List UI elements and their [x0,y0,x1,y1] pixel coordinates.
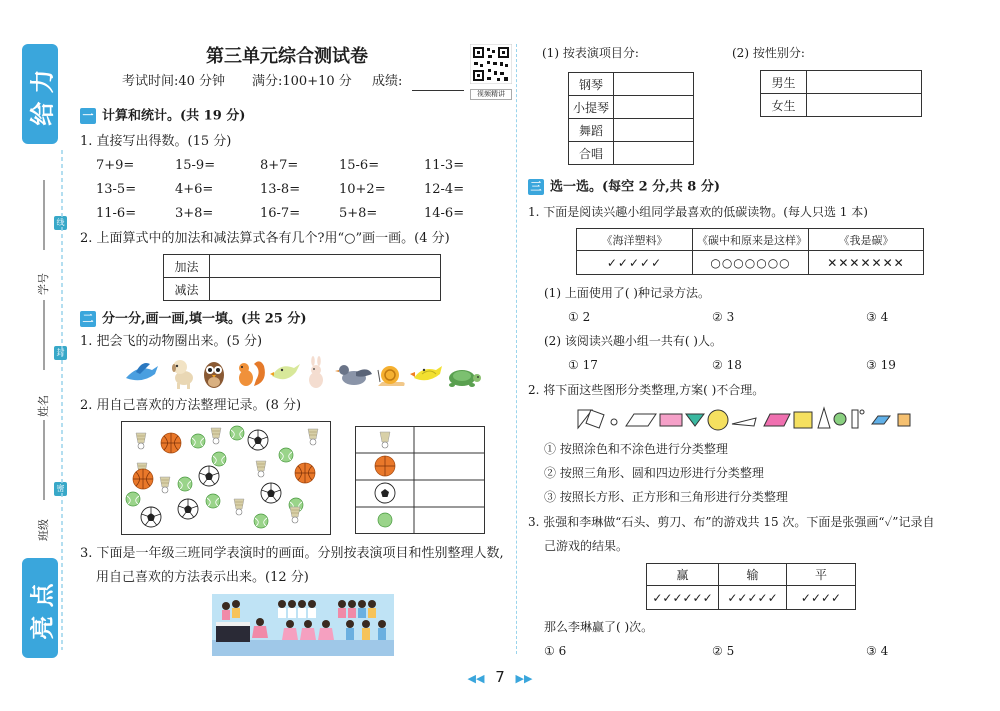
rps-tie-tally: ✓✓✓✓ [787,586,856,610]
qr-code[interactable] [470,44,512,98]
arith-r1c5: 11-3= [424,158,465,173]
item-dance: 舞蹈 [569,119,614,142]
thin-triangle-shape[interactable] [732,418,756,426]
margin-tab-top: 给 力 [22,44,58,144]
s3-q1-sub1-opt1[interactable]: ① 2 [568,310,591,324]
arith-r3c1: 11-6= [96,206,137,221]
gender-boys: 男生 [761,71,807,94]
item-count-table [568,72,694,165]
book-ocean-plastic: 《海洋塑料》 [577,229,693,251]
arith-r2c5: 12-4= [424,182,465,197]
item-violin: 小提琴 [569,96,614,119]
item-dance-answer[interactable] [614,119,694,142]
green-circle-shape[interactable] [834,413,846,425]
animals-row [122,356,482,390]
arith-r1c3: 8+7= [260,158,299,173]
gender-girls: 女生 [761,94,807,117]
teal-triangle-shape[interactable] [686,414,704,426]
s3-q1-sub1-opt2[interactable]: ② 3 [712,310,735,324]
sub-row-label: 减法 [164,278,210,301]
rps-result-table [646,563,856,610]
s3-q3-question: 那么李琳赢了( )次。 [544,620,654,634]
seal-feng: 封 [54,346,67,360]
basketball-row-icon [375,456,395,476]
turtle-icon[interactable] [449,370,481,387]
s3-q1-sub2-opt1[interactable]: ① 17 [568,358,598,372]
duck-icon[interactable] [410,366,442,380]
soccer-ball-icon[interactable] [261,483,281,503]
basketball-icon[interactable] [161,433,181,453]
arith-r1c2: 15-9= [175,158,216,173]
snail-icon[interactable] [378,366,405,386]
soccer-ball-icon[interactable] [178,499,198,519]
tennis-ball-icon[interactable] [279,448,293,462]
orange-square-shape[interactable] [898,414,910,426]
books-table [576,228,924,275]
ball-record-table [355,426,485,534]
page-number: 7 [495,668,505,686]
yellow-circle-shape[interactable] [708,410,728,430]
s1-q1-label: 1. 直接写出得数。(15 分) [80,134,232,149]
tiny-circle-shape[interactable] [860,410,864,414]
score-label: 成绩: [372,74,403,89]
chick-icon[interactable] [270,364,300,379]
arith-r3c4: 5+8= [339,206,378,221]
performance-picture [212,594,394,656]
book2-tally: ○○○○○○○ [693,251,809,275]
piano-icon [216,622,250,642]
s3-q1-sub1-opt3[interactable]: ③ 4 [866,310,889,324]
book-i-am-carbon: 《我是碳》 [809,229,924,251]
tennis-ball-icon[interactable] [206,494,220,508]
rps-win-header: 赢 [647,564,719,586]
s3-q3-line2: 己游戏的结果。 [544,539,629,553]
margin-dashed-line [58,150,66,650]
rabbit-icon[interactable] [309,356,323,388]
full-score: 满分:100+10 分 [252,74,352,89]
s3-q3-opt2[interactable]: ② 5 [712,644,735,658]
dog-icon[interactable] [172,360,193,389]
tall-triangle-shape[interactable] [818,408,830,428]
book1-tally: ✓✓✓✓✓ [577,251,693,275]
s2-q3-line2: 用自己喜欢的方法表示出来。(12 分) [96,570,309,585]
arith-r3c3: 16-7= [260,206,301,221]
section2-title: 二 分一分,画一画,填一填。(共 25 分) [80,311,307,328]
student-id-label: 学号 [37,273,50,295]
blue-parallelogram-shape[interactable] [872,416,890,424]
section3-title: 三 选一选。(每空 2 分,共 8 分) [528,179,720,196]
s1-q2-label: 2. 上面算式中的加法和减法算式各有几个?用“○”画一画。(4 分) [80,231,450,246]
s3-q3-opt1[interactable]: ① 6 [544,644,567,658]
basketball-icon[interactable] [295,463,315,483]
tennis-ball-icon[interactable] [191,434,205,448]
item-violin-answer[interactable] [614,96,694,119]
basketball-icon[interactable] [133,469,153,489]
add-row-answer[interactable] [210,255,441,278]
prev-arrows-icon: ◀◀ [467,672,485,685]
s3-q1-sub2-opt2[interactable]: ② 18 [712,358,742,372]
s3-q3-line1: 3. 张强和李琳做“石头、剪刀、布”的游戏共 15 次。下面是张强画“✓”记录自 [528,515,935,529]
s3-q2-label: 2. 将下面这些图形分类整理,方案( )不合理。 [528,383,765,397]
s3-q1-sub1: (1) 上面使用了( )种记录方法。 [544,286,710,300]
arith-r2c4: 10+2= [339,182,386,197]
tennis-ball-icon[interactable] [254,514,268,528]
parallelogram-shape[interactable] [626,414,656,426]
gender-boys-answer[interactable] [807,71,922,94]
section1-title: 一 计算和统计。(共 19 分) [80,108,245,125]
s3-q1-label: 1. 下面是阅读兴趣小组同学最喜欢的低碳读物。(每人只选 1 本) [528,205,868,219]
s3-q2-opt3[interactable]: ③ 按照长方形、正方形和三角形进行分类整理 [544,490,788,504]
sub-row-answer[interactable] [210,278,441,301]
page-footer [0,668,1000,686]
pink-rectangle-shape[interactable] [660,414,682,426]
arith-r2c3: 13-8= [260,182,301,197]
gender-girls-answer[interactable] [807,94,922,117]
column-divider [516,44,517,654]
bird-icon[interactable] [126,363,158,380]
exam-time: 考试时间:40 分钟 [122,74,226,89]
s3-q1-sub2: (2) 该阅读兴趣小组一共有( )人。 [544,334,722,348]
balls-picture [121,421,331,535]
rps-lose-header: 输 [719,564,787,586]
section3-badge: 三 [528,179,544,195]
arith-r2c2: 4+6= [175,182,214,197]
rps-lose-tally: ✓✓✓✓✓ [719,586,787,610]
seal-mi: 密 [54,482,67,496]
arith-r1c4: 15-6= [339,158,380,173]
tennis-ball-icon[interactable] [178,477,192,491]
arith-r3c5: 14-6= [424,206,465,221]
rps-win-tally: ✓✓✓✓✓✓ [647,586,719,610]
next-arrows-icon: ▶▶ [515,672,533,685]
score-blank[interactable] [412,90,464,91]
seal-xian: 线 [54,216,67,230]
add-row-label: 加法 [164,255,210,278]
s2-q1-label: 1. 把会飞的动物圈出来。(5 分) [80,334,263,349]
rps-tie-header: 平 [787,564,856,586]
shapes-row [576,406,920,432]
small-circle-shape[interactable] [611,419,617,425]
soccer-ball-icon[interactable] [141,507,161,527]
soccer-ball-icon[interactable] [199,466,219,486]
arith-r1c1: 7+9= [96,158,135,173]
magenta-parallelogram-shape[interactable] [764,414,790,426]
s3-q1-sub2-opt3[interactable]: ③ 19 [866,358,896,372]
book-carbon-neutral: 《碳中和原来是这样》 [693,229,809,251]
gender-count-table [760,70,922,117]
s3-q2-opt1[interactable]: ① 按照涂色和不涂色进行分类整理 [544,442,728,456]
s2-q3-line1: 3. 下面是一年级三班同学表演时的画面。分别按表演项目和性别整理人数, [80,546,504,561]
tennis-row-icon [378,513,392,527]
name-label: 姓名 [37,395,50,417]
item-piano: 钢琴 [569,73,614,96]
book3-tally: ✕✕✕✕✕✕✕ [809,251,924,275]
qr-code-icon [470,44,512,84]
soccer-ball-icon[interactable] [248,430,268,450]
thin-rectangle-shape[interactable] [852,410,858,428]
yellow-square-shape[interactable] [794,412,812,428]
soccer-row-icon [375,483,395,503]
arith-r3c2: 3+8= [175,206,214,221]
by-item-label: (1) 按表演项目分: [542,46,639,60]
by-gender-label: (2) 按性别分: [732,46,805,60]
s2-q2-label: 2. 用自己喜欢的方法整理记录。(8 分) [80,398,302,413]
squirrel-icon[interactable] [239,361,265,386]
item-piano-answer[interactable] [614,73,694,96]
owl-icon[interactable] [204,362,224,388]
class-label: 班级 [37,519,50,541]
tennis-ball-icon[interactable] [230,426,244,440]
s3-q3-opt3[interactable]: ③ 4 [866,644,889,658]
tennis-ball-icon[interactable] [212,452,226,466]
item-choir: 合唱 [569,142,614,165]
item-choir-answer[interactable] [614,142,694,165]
s3-q2-opt2[interactable]: ② 按照三角形、圆和四边形进行分类整理 [544,466,764,480]
section2-badge: 二 [80,311,96,327]
qr-caption: 视频精讲 [470,89,512,100]
tennis-ball-icon[interactable] [126,492,140,506]
arith-r2c1: 13-5= [96,182,137,197]
page-title: 第三单元综合测试卷 [206,46,368,67]
section1-badge: 一 [80,108,96,124]
add-sub-table [163,254,441,301]
pigeon-icon[interactable] [335,365,372,385]
margin-tab-bottom: 亮 点 [22,558,58,658]
